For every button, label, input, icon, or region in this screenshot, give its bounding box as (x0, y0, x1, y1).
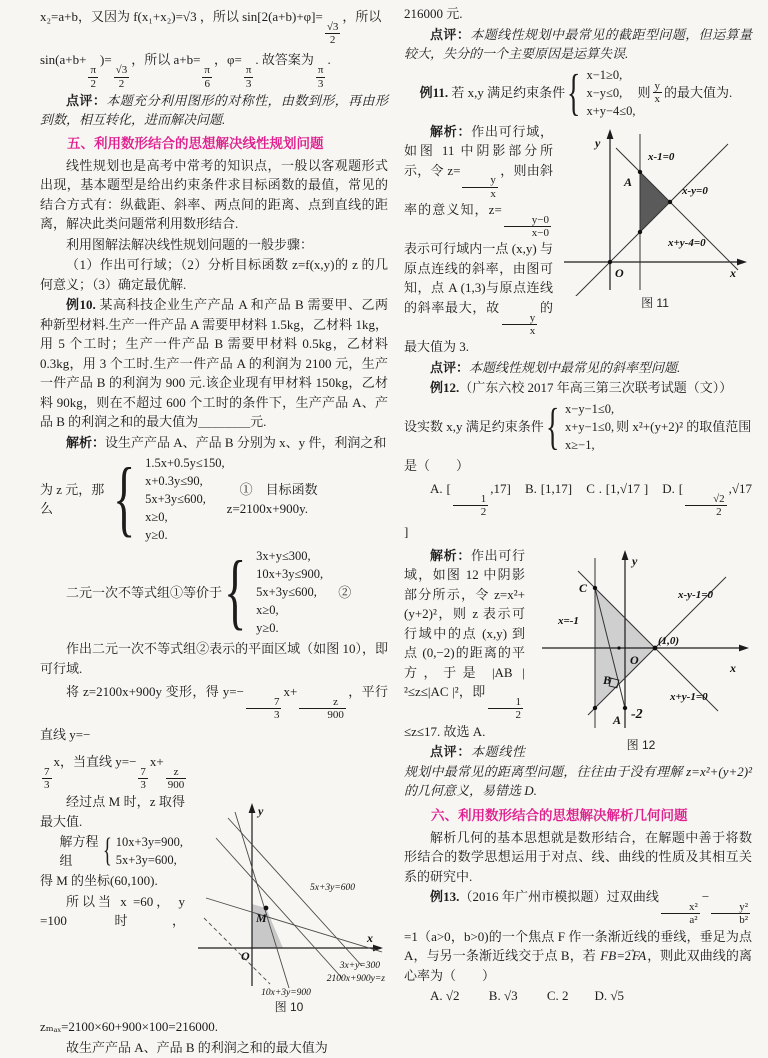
fig12-label-x: x (730, 660, 736, 675)
section-heading-6: 六、利用数形结合的思想解决解析几何问题 (431, 807, 688, 823)
example-12-options: A. [ $\frac{1}{2}$ ,17] B. [1,17] C . [1,√17 ] D. [ $\frac{√2}{2}$ ,√17 ] (404, 481, 752, 539)
figure-10-caption: 图 10 (274, 1000, 304, 1015)
fig12-label-xm1: x=-1 (558, 614, 579, 627)
fig11-label-a: A (624, 174, 633, 189)
figure-11-plot (558, 124, 752, 296)
fig11-label-x: x (730, 265, 736, 280)
fig11-line-xy4 (616, 148, 738, 270)
wrap-system: 解方程组 { 10x+3y=900, 5x+3y=600, (59, 832, 183, 870)
example-12-wrap (404, 546, 752, 801)
example-13: 例13.（2016 年广州市模拟题）过双曲线 $\frac{\text{x²}}{\text{a²}}$ − $\frac{\text{y²}}{\text{b²}}$ =1（a>0，b>0)的一个焦点 F 作一条渐近线的垂线，垂足为点 A，与另一条渐近线交于点 B，若 FB →=2FA →，则此双曲线的离心率为（ ） (404, 887, 752, 985)
analytic-geometry-intro: 解析几何的基本思想就是数形结合，在解题中善于将数形结合的数学思想运用于对点、线、曲线的性质及其相互关系的研究中. (404, 829, 752, 884)
comment-example-10: 点评：本题线性规划中最常见的截距型问题，但运算量较大，失分的一个主要原因是运算失误. (404, 26, 752, 61)
wrap-line-1: 经过点 M 时，z 取得最大值. (40, 794, 185, 829)
example-11-wrap (404, 122, 752, 357)
fig10-label-10x3y900: 10x+3y=900 (261, 988, 311, 999)
transform-line-1: 将 z=2100x+900y 变形，得 y=− $\frac{7}{3}$ x+ $\frac{z}{900}$ ，平行直线 y=− (40, 684, 388, 742)
fig12-label-minus2: -2 (631, 706, 643, 722)
fig11-label-y: y (595, 135, 601, 150)
fig12-label-y: y (632, 553, 638, 568)
steps-lead: 利用图解法解决线性规划问题的一般步骤： (66, 236, 314, 252)
transform-line-2: $\frac{7}{3}$ x，当直线 y=− $\frac{7}{3}$ x+ $\frac{z}{900}$ (44, 753, 185, 791)
system-1: 为 z 元，那么 { 1.5x+0.5y≤150, x+0.3y≤90, 5x+3y≤600, x≥0, y≥0. ① 目标函数 z=2100x+900y. (40, 452, 321, 546)
example-10-solution-lead: 解析：设生产产品 A、产品 B 分别为 x、y 件，利润之和 (66, 434, 387, 450)
fig10-label-m: M (256, 911, 267, 926)
fig11-feasible-region (640, 172, 670, 232)
figure-12-caption: 图 12 (626, 737, 656, 752)
example-10-wrap (40, 792, 388, 1057)
fig11-x-arrow (737, 258, 747, 265)
right-column (404, 4, 752, 1058)
example-11: 例11. 若 x,y 满足约束条件 { x−1≥0, x−y≤0, x+y−4≤0, 则 $\frac{y}{x}$ 的最大值为. (419, 64, 733, 121)
fig12-label-o: O (630, 652, 639, 667)
example-12-head: 例12.（广东六校 2017 年高三第三次联考试题（文）） (430, 380, 733, 396)
fig12-x-arrow (739, 644, 749, 651)
figure-10-plot (190, 798, 388, 1000)
fig11-point-lower (638, 229, 642, 233)
fig12-label-a: A (613, 712, 622, 727)
example-13-options: A. √2 B. √3 C. 2 D. √5 (430, 988, 625, 1004)
fig12-label-b: B (603, 672, 612, 687)
fig10-label-y: y (258, 804, 264, 819)
fig11-label-x1: x-1=0 (648, 150, 675, 163)
intro-paragraph: 线性规划也是高考中常考的知识点，一般以客观题形式出现，基本题型是给出约束条件求目标函数的最值，常见的结合方式有：纵截距、斜率、两点间的距离、点到直线的距离，解决此类问题常利用数形结合. (40, 157, 388, 232)
fig12-label-xy1: x-y-1=0 (678, 588, 713, 601)
example-12-system: 设实数 x,y 满足约束条件 { x−y−1≤0, x+y−1≤0, x≥−1, 则 x²+(y+2)² 的取值范围 (404, 398, 752, 455)
example-12-tail: 是（ ） (404, 457, 470, 473)
fig11-point-origin (608, 259, 612, 263)
fig11-y-arrow (607, 129, 614, 139)
example-11-solution: 解析：作出可行域，如图 11 中阴影部分所示，令 z= $\frac{y}{x}$ ，则由斜率的意义知，z= $\frac{y-0}{x-0}$ 表示可行域内一点 (x,y) 与原点连线的斜率，由图可知，点 A (1,3)与原点连线的斜率最大，故 $\frac{y}{x}$ 的最大值为 3. (404, 123, 553, 355)
comment-paragraph-sym: 点评：本题充分利用图形的对称性，由数到形，再由形到数，相互转化，进而解决问题. (40, 92, 388, 128)
fig12-point-10 (653, 645, 658, 650)
fig12-label-xpy1: x+y-1=0 (670, 690, 708, 703)
comment-example-11: 点评：本题线性规划中最常见的斜率型问题. (430, 359, 681, 375)
fig10-label-5x3y600: 5x+3y=600 (310, 883, 356, 894)
figure-10 (190, 798, 388, 1015)
left-column (40, 4, 388, 1058)
fig11-label-xy0: x-y=0 (682, 184, 708, 197)
fig10-label-3xy300: 3x+y=300 (339, 961, 380, 972)
fig11-point-a (638, 169, 642, 173)
wrap-line-3: 所以当 x =60， y =100 时，zₘₐₓ=2100×60+900×100=216000. (40, 893, 218, 1035)
fig12-point-origin (617, 646, 620, 649)
math-line-1: x₂=a+b，又因为 f(x₁+x₂)=√3 ，所以 sin[2(a+b)+φ]= $\frac{√3}{2}$ ，所以 (40, 9, 382, 47)
fig12-point-a (623, 705, 627, 709)
fig10-y-arrow (249, 803, 256, 813)
math-line-2: sin(a+b+ $\frac{\pi}{2}$ )= $\frac{√3}{2}$ ，所以 a+b= $\frac{\pi}{6}$ ，φ= $\frac{\pi}{3}$ . 故答案为 $\frac{\pi}{3}$ . (40, 52, 331, 90)
steps-list: （1）作出可行域；（2）分析目标函数 z=f(x,y)的 z 的几何意义；（3）确定最优解. (40, 257, 388, 292)
system-2: 二元一次不等式组①等价于 { 3x+y≤300, 10x+3y≤900, 5x+3y≤600, x≥0, y≥0. ② (40, 545, 352, 639)
wrap-line-2: 得 M 的坐标(60,100). (40, 873, 158, 889)
region-paragraph: 作出二元一次不等式组②表示的平面区域（如图 10），即可行域. (40, 641, 388, 676)
example-12-solution: 解析：作出可行域，如图 12 中阴影部分所示，令 z=x²+(y+2)²，则 z 表示可行域中的点 (x,y) 到点 (0,−2)的距离的平方，于是 |AB |²≤z≤|AC |²，即 $\frac{1}{2}$ ≤z≤17. 故选 A. (404, 547, 525, 739)
section-heading-5: 五、利用数形结合的思想解决线性规划问题 (67, 135, 324, 151)
figure-11-caption: 图 11 (641, 295, 669, 310)
fig11-label-o: O (615, 265, 624, 280)
fig12-point-corner (593, 705, 597, 709)
fig11-label-xy4: x+y-4=0 (668, 236, 706, 249)
fig12-label-10: (1,0) (658, 634, 680, 647)
fig12-label-c: C (579, 580, 588, 595)
figure-11 (558, 124, 752, 311)
fig12-point-c (593, 585, 597, 589)
answer-continuation: 216000 元. (404, 6, 463, 21)
fig11-point-right (668, 199, 672, 203)
figure-12-plot (530, 548, 752, 738)
example-10: 例10. 某高科技企业生产产品 A 和产品 B 需要甲、乙两种新型材料.生产一件产品 A 需要甲材料 1.5kg，乙材料 1kg，用 5 个工时；生产一件产品 B 需要甲材料 0.5kg，乙材料 0.3kg，用 3 个工时.生产一件产品 A 的利润为 2100 元，生产一件产品 B 的利润为 900 元.该企业现有甲材料 150kg，乙材料 90kg，则在不超过 600 个工时的条件下，生产产品 A、产品 B 的利润之和的最大值为＿＿＿＿元. (40, 297, 388, 430)
comment-example-12: 点评：本题线性规划中最常见的距离型问题，往往由于没有理解 z=x²+(y+2)² 的几何意义，易错选 D. (404, 744, 752, 799)
fig10-label-o: O (241, 949, 250, 964)
figure-12 (530, 548, 752, 753)
fig10-point-m (264, 906, 269, 911)
fig10-label-x: x (367, 931, 373, 946)
fig10-line-objective (216, 838, 342, 978)
fig12-y-arrow (622, 550, 629, 560)
wrap-line-4: 故生产产品 A、产品 B 的利润之和的最大值为 (66, 1039, 328, 1055)
fig10-label-objective: 2100x+900y=z (326, 974, 385, 985)
